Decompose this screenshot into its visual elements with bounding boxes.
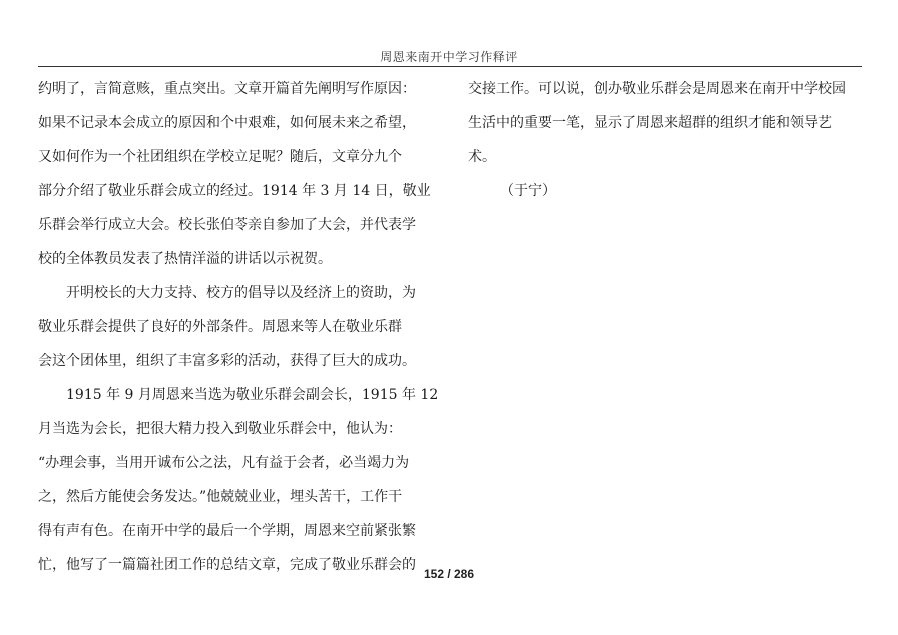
text-line: 得有声有色。在南开中学的最后一个学期，周恩来空前紧张繁 <box>38 523 416 539</box>
running-header-title: 周恩来南开中学习作释评 <box>380 50 518 64</box>
right-text-column <box>468 72 862 208</box>
text-line: 又如何作为一个社团组织在学校立足呢？随后，文章分九个 <box>38 149 402 165</box>
text-line: 如果不记录本会成立的原因和个中艰难，如何展未来之希望， <box>38 115 416 131</box>
text-line: 部分介绍了敬业乐群会成立的经过。1914 年 3 月 14 日，敬业 <box>38 183 431 199</box>
paragraph-first-line: 开明校长的大力支持、校方的倡导以及经济上的资助，为 <box>66 285 416 301</box>
header-divider <box>38 66 862 67</box>
text-line: 会这个团体里，组织了丰富多彩的活动，获得了巨大的成功。 <box>38 353 416 369</box>
page-number: 152 / 286 <box>423 567 475 581</box>
text-line: 之，然后方能使会务发达。”他兢兢业业，埋头苦干，工作干 <box>38 489 403 505</box>
text-line: “办理会事，当用开诚布公之法，凡有益于会者，必当竭力为 <box>38 455 410 471</box>
text-line: 敬业乐群会提供了良好的外部条件。周恩来等人在敬业乐群 <box>38 319 402 335</box>
paragraph-first-line: 1915 年 9 月周恩来当选为敬业乐群会副会长，1915 年 12 <box>66 387 439 403</box>
author-attribution: （于宁） <box>500 183 556 199</box>
text-line: 生活中的重要一笔，显示了周恩来超群的组织才能和领导艺 <box>468 115 832 131</box>
left-text-column <box>38 72 438 582</box>
text-line: 校的全体教员发表了热情洋溢的讲话以示祝贺。 <box>38 251 332 267</box>
text-line: 忙，他写了一篇篇社团工作的总结文章，完成了敬业乐群会的 <box>38 557 416 573</box>
text-line: 月当选为会长，把很大精力投入到敬业乐群会中，他认为： <box>38 421 402 437</box>
text-line: 交接工作。可以说，创办敬业乐群会是周恩来在南开中学校园 <box>468 81 846 97</box>
text-line: 术。 <box>468 149 496 165</box>
text-line: 乐群会举行成立大会。校长张伯苓亲自参加了大会，并代表学 <box>38 217 416 233</box>
text-line: 约明了，言简意赅，重点突出。文章开篇首先阐明写作原因： <box>38 81 416 97</box>
